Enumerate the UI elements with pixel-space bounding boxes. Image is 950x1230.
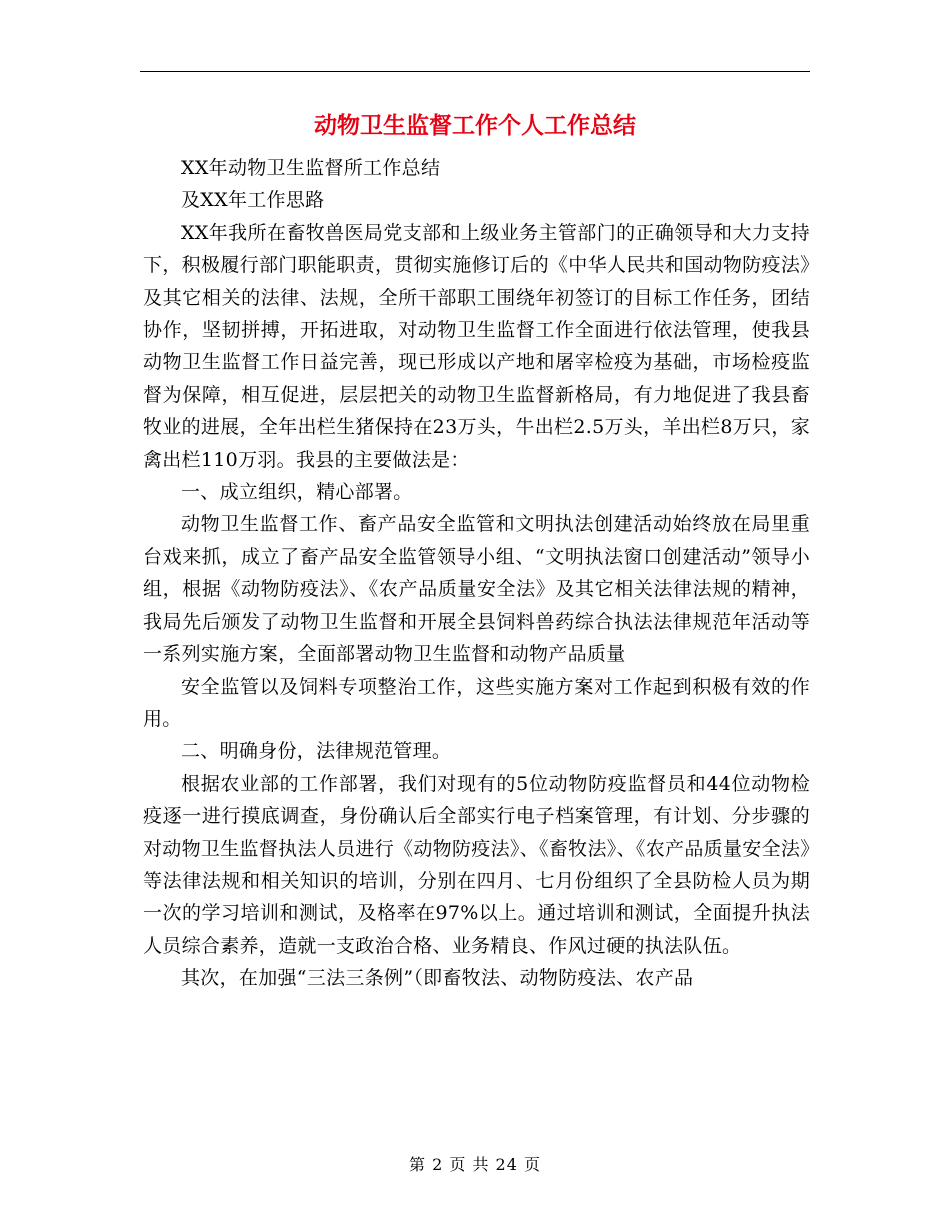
- paragraph: 根据农业部的工作部署，我们对现有的5位动物防疫监督员和44位动物检疫逐一进行摸底调查，身份确认后全部实行电子档案管理，有计划、分步骤的对动物卫生监督执法人员进行《动物防疫法》、《畜牧法》、《农产品质量安全法》等法律法规和相关知识的培训，分别在四月、七月份组织了全县防检人员为期一次的学习培训和测试，及格率在97%以上。通过培训和测试，全面提升执法人员综合素养，造就一支政治合格、业务精良、作风过硬的执法队伍。: [143, 772, 810, 957]
- document-title: 动物卫生监督工作个人工作总结: [314, 112, 636, 139]
- paragraph: XX年动物卫生监督所工作总结: [181, 157, 441, 179]
- paragraph: 一、成立组织，精心部署。: [181, 481, 413, 504]
- header-rule: [140, 71, 810, 72]
- document-body: [143, 152, 810, 995]
- paragraph: XX年我所在畜牧兽医局党支部和上级业务主管部门的正确领导和大力支持下，积极履行部门职能职责，贯彻实施修订后的《中华人民共和国动物防疫法》及其它相关的法律、法规，全所干部职工围绕年初签订的目标工作任务，团结协作，坚韧拼搏，开拓进取，对动物卫生监督工作全面进行依法管理，使我县动物卫生监督工作日益完善，现已形成以产地和屠宰检疫为基础，市场检疫监督为保障，相互促进，层层把关的动物卫生监督新格局，有力地促进了我县畜牧业的进展，全年出栏生猪保持在23万头，牛出栏2.5万头，羊出栏8万只，家禽出栏110万羽。我县的主要做法是：: [143, 221, 810, 471]
- paragraph: 动物卫生监督工作、畜产品安全监管和文明执法创建活动始终放在局里重台戏来抓，成立了畜产品安全监管领导小组、“文明执法窗口创建活动”领导小组，根据《动物防疫法》、《农产品质量安全法》及其它相关法律法规的精神，我局先后颁发了动物卫生监督和开展全县饲料兽药综合执法法律规范年活动等一系列实施方案，全面部署动物卫生监督和动物产品质量: [143, 513, 810, 666]
- paragraph: 二、明确身份，法律规范管理。: [181, 740, 452, 763]
- page-footer: 第 2 页 共 24 页: [409, 1155, 541, 1174]
- paragraph: 及XX年工作思路: [181, 189, 325, 212]
- paragraph: 安全监管以及饲料专项整治工作，这些实施方案对工作起到积极有效的作用。: [143, 675, 810, 730]
- paragraph: 其次，在加强“三法三条例”（即畜牧法、动物防疫法、农产品: [181, 967, 694, 990]
